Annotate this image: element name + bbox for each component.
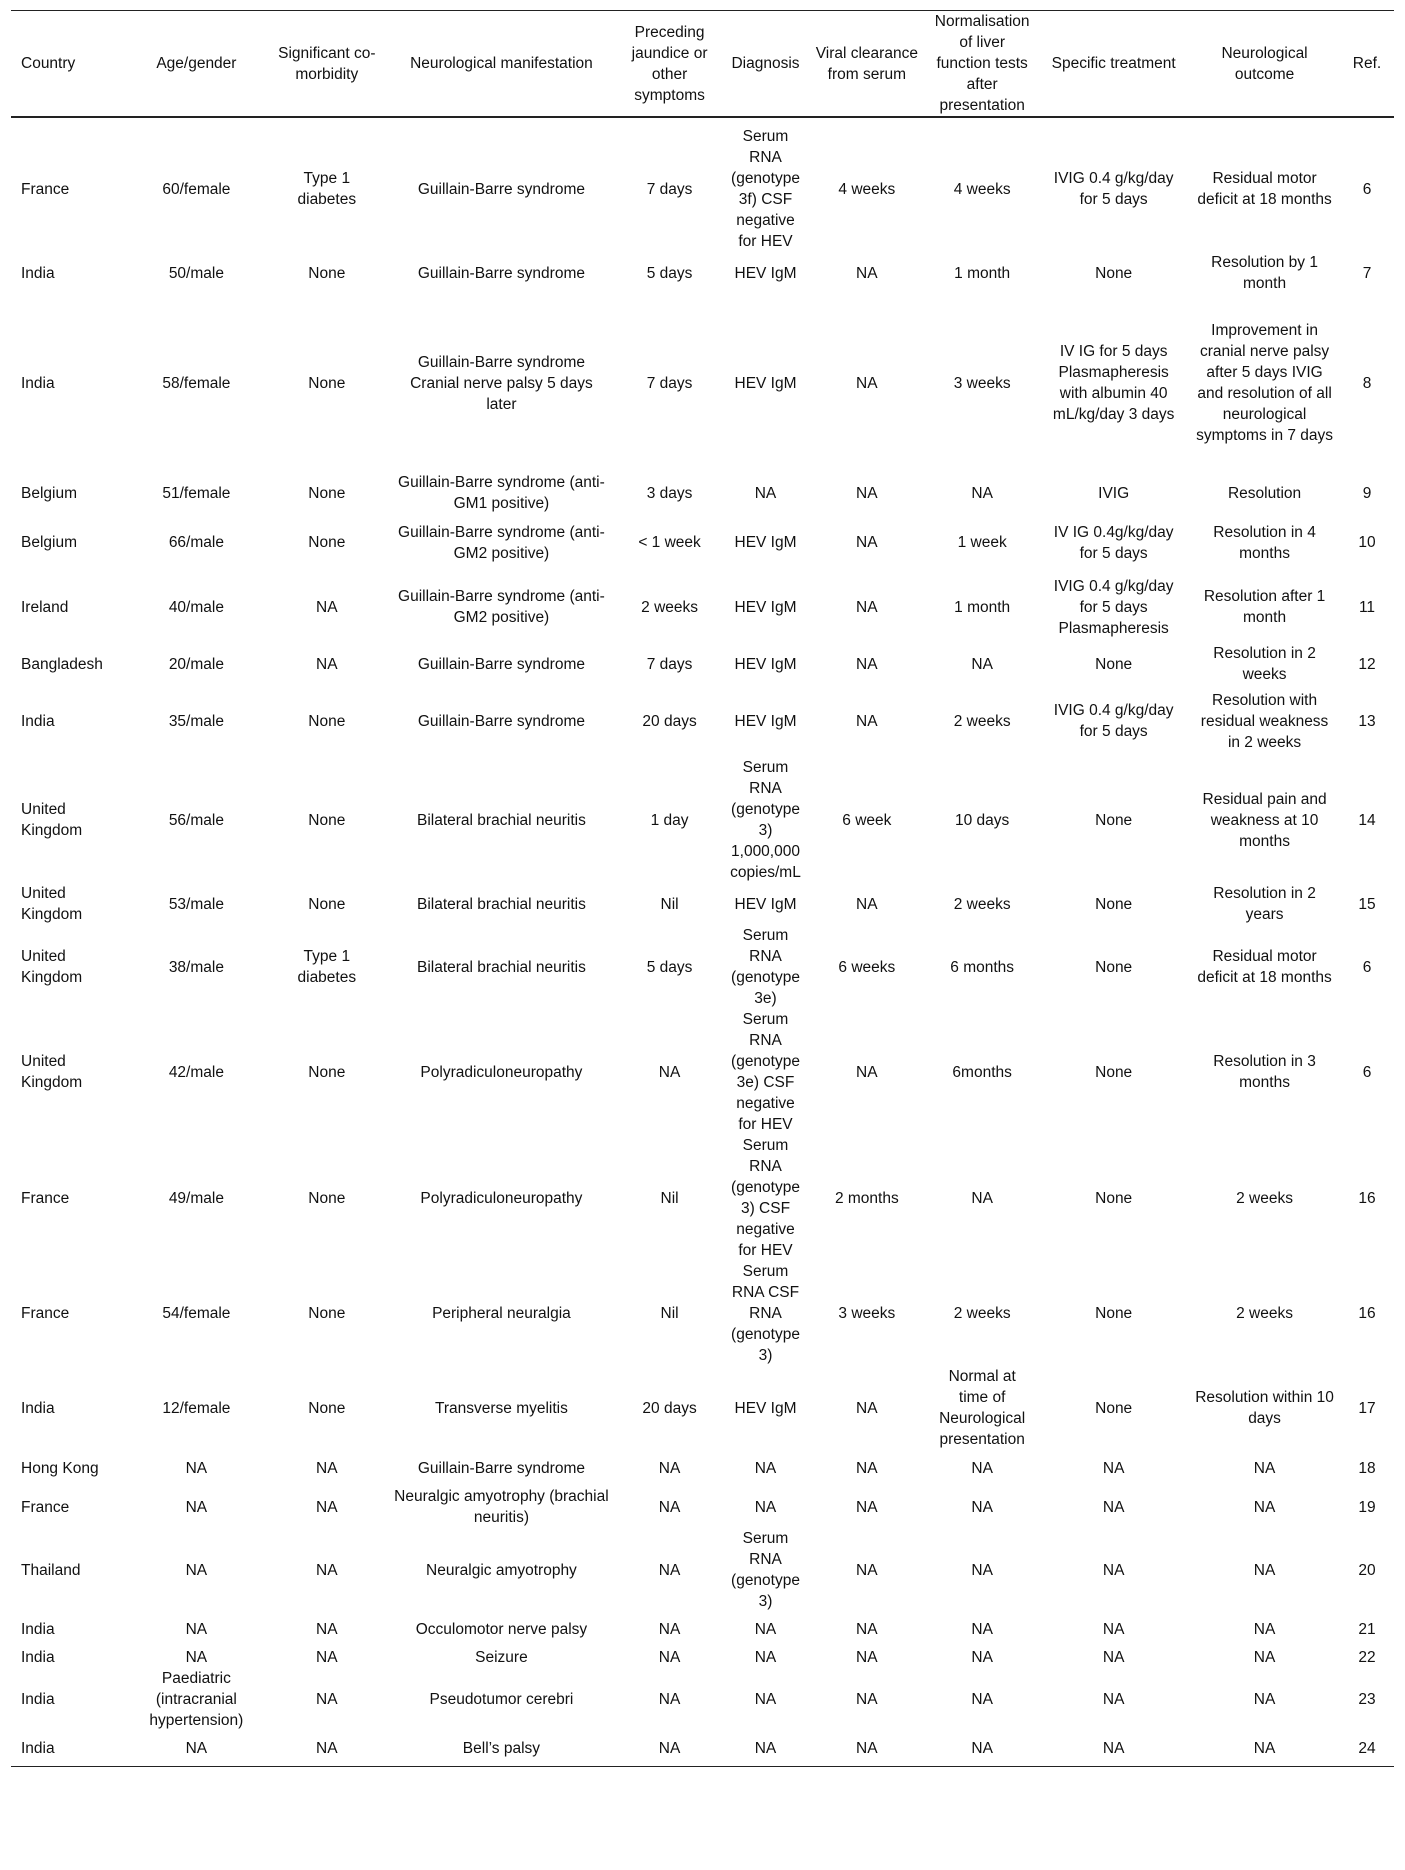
cell-comorbidity: NA [316,1649,338,1666]
table-row [11,1261,1394,1366]
table-row [11,117,1394,252]
table-header-row [11,11,1394,118]
cell-country: India [21,712,55,730]
cell-preceding-symptoms: 3 days [646,484,693,502]
cell-ref: 10 [1358,534,1376,551]
cell-diagnosis: HEV IgM [734,598,797,616]
cell-viral-clearance: NA [856,1621,878,1638]
cell-country: India [21,1621,55,1638]
cell-age-gender: NA [185,1561,208,1579]
cell-country: Hong Kong [21,1459,99,1477]
cell-viral-clearance: NA [856,598,878,616]
cell-preceding-symptoms: 5 days [646,264,693,282]
cell-manifestation: Bilateral brachial neuritis [417,811,586,829]
cell-country: United Kingdom [21,1053,83,1091]
cell-treatment: None [1095,655,1133,673]
cell-ref: 20 [1358,1561,1376,1579]
cell-treatment: None [1095,1063,1133,1081]
cell-preceding-symptoms: 7 days [646,655,693,673]
cell-treatment: None [1095,1305,1133,1322]
header-viral-clearance: Viral clearance from serum [808,11,927,118]
header-lft-normalisation: Normalisation of liver function tests after presentation [926,11,1038,118]
cell-outcome: 2 weeks [1236,1189,1293,1207]
cell-treatment: NA [1102,1498,1125,1516]
cell-viral-clearance: NA [856,1399,878,1417]
cell-comorbidity: NA [316,1498,338,1516]
cell-ref: 17 [1358,1399,1376,1417]
cell-manifestation: Transverse myelitis [434,1399,568,1417]
table-body [11,117,1394,1766]
cell-viral-clearance: 3 weeks [838,1305,896,1322]
cell-country: United Kingdom [21,885,83,923]
cell-age-gender: NA [185,1498,208,1516]
cell-comorbidity: NA [316,1561,338,1579]
cell-manifestation: Guillain-Barre syndrome [417,655,585,673]
cell-outcome: Residual motor deficit at 18 months [1197,170,1332,208]
cell-ref: 7 [1362,264,1372,282]
cell-comorbidity: Type 1 diabetes [297,170,357,208]
cell-country: India [21,1649,55,1666]
cell-preceding-symptoms: 1 day [650,811,689,829]
cell-ref: 15 [1358,895,1376,913]
cell-ref: 11 [1358,598,1376,616]
cell-treatment: None [1095,958,1133,976]
cell-ref: 6 [1362,1063,1372,1081]
cell-viral-clearance: 4 weeks [838,180,896,198]
cell-comorbidity: NA [316,1691,338,1708]
cell-age-gender: 20/male [168,655,224,673]
cell-diagnosis: Serum RNA (genotype 3e) CSF negative for HEV [731,1011,800,1133]
cell-outcome: Resolution in 4 months [1213,523,1316,562]
cell-diagnosis: NA [754,1498,777,1516]
table-row [11,472,1394,514]
cell-ref: 19 [1358,1498,1376,1516]
cell-lft-normalisation: 3 weeks [953,374,1011,392]
cell-outcome: Resolution by 1 month [1211,254,1318,292]
table-row [11,1647,1394,1668]
table-row [11,514,1394,571]
cell-outcome: Resolution in 3 months [1213,1053,1316,1091]
header-age-gender: Age/gender [126,11,266,118]
cell-treatment: NA [1102,1691,1125,1708]
cell-country: India [21,1399,55,1417]
cell-ref: 6 [1362,180,1372,198]
cell-country: India [11,1731,126,1766]
cell-manifestation: Guillain-Barre syndrome (anti-GM2 positive) [398,523,605,562]
cell-age-gender: 66/male [168,534,224,551]
cell-age-gender: 56/male [168,811,224,829]
cell-diagnosis: NA [723,1731,807,1766]
cell-viral-clearance: NA [856,1459,878,1477]
cell-preceding-symptoms: NA [658,1063,681,1081]
cell-viral-clearance: NA [856,1561,878,1579]
table-container [11,10,1394,1767]
table-row [11,571,1394,643]
cell-manifestation: Bilateral brachial neuritis [417,895,586,913]
cell-diagnosis: Serum RNA (genotype 3e) [731,927,800,1007]
cell-country: India [21,1691,55,1708]
cell-comorbidity: None [308,811,346,829]
cell-manifestation: Guillain-Barre syndrome [417,180,585,198]
cell-ref: 22 [1358,1649,1376,1666]
cell-country: France [21,1189,70,1207]
cell-comorbidity: None [308,534,346,551]
cell-diagnosis: Serum RNA (genotype 3) CSF negative for HEV [731,1137,800,1259]
cell-diagnosis: Serum RNA (genotype 3) 1,000,000 copies/mL [730,759,801,881]
cell-viral-clearance: NA [856,1649,878,1666]
cell-outcome: Residual pain and weakness at 10 months [1202,790,1327,850]
cell-treatment: IV IG 0.4g/kg/day for 5 days [1053,523,1174,562]
cell-viral-clearance: NA [856,655,878,673]
cell-outcome: NA [1253,1621,1276,1638]
cell-treatment: IVIG 0.4 g/kg/day for 5 days [1053,702,1174,740]
cell-viral-clearance: NA [856,1691,878,1708]
cell-comorbidity: None [308,1189,346,1207]
cell-age-gender: 53/male [168,895,224,913]
cell-outcome: Resolution after 1 month [1203,588,1326,626]
cell-lft-normalisation: 6months [952,1063,1012,1081]
table-row [11,643,1394,685]
cell-diagnosis: HEV IgM [734,534,797,551]
cell-manifestation: Neuralgic amyotrophy [426,1561,577,1579]
cell-viral-clearance: 2 months [834,1189,899,1207]
header-manifestation: Neurological manifestation [387,11,616,118]
cell-treatment: IV IG for 5 days Plasmapheresis with albumin 40 mL/kg/day 3 days [1052,343,1175,423]
table-row [11,883,1394,925]
cell-age-gender: Paediatric (intracranial hypertension) [149,1670,244,1729]
header-ref: Ref. [1340,11,1394,118]
cell-comorbidity: NA [316,1459,338,1477]
cell-comorbidity: None [308,484,346,502]
cell-manifestation: Bell’s palsy [387,1731,616,1766]
cell-treatment: NA [1102,1621,1125,1638]
cell-viral-clearance: NA [856,712,878,730]
cell-country: Thailand [21,1561,81,1579]
cell-ref: 14 [1358,811,1376,829]
cell-lft-normalisation: Normal at time of Neurological presentation [939,1368,1026,1448]
cell-ref: 6 [1362,958,1372,976]
cell-country: Ireland [21,598,69,616]
cell-lft-normalisation: 1 month [954,598,1011,616]
cell-lft-normalisation: 1 month [954,264,1011,282]
cell-lft-normalisation: NA [971,1691,993,1708]
table-row [11,1486,1394,1528]
table-row [11,1009,1394,1135]
cell-diagnosis: NA [754,1459,777,1477]
cell-outcome: NA [1189,1731,1340,1766]
cell-country: United Kingdom [21,948,83,986]
cell-comorbidity: NA [266,1731,387,1766]
table-row [11,1731,1394,1766]
cell-lft-normalisation: NA [971,1189,993,1207]
cell-comorbidity: None [308,712,346,730]
cell-diagnosis: HEV IgM [734,655,797,673]
cell-comorbidity: None [308,1399,346,1417]
cell-manifestation: Guillain-Barre syndrome [417,712,585,730]
cell-diagnosis: Serum RNA (genotype 3) [731,1530,800,1610]
header-country: Country [11,11,126,118]
cell-lft-normalisation: NA [971,1498,993,1516]
cell-ref: 24 [1340,1731,1394,1766]
cell-preceding-symptoms: NA [616,1731,724,1766]
cell-preceding-symptoms: NA [658,1649,681,1666]
case-table [11,10,1394,1767]
cell-treatment: None [1095,1189,1133,1207]
cell-manifestation: Guillain-Barre syndrome [417,1459,585,1477]
cell-viral-clearance: NA [856,1063,878,1081]
table-row [11,925,1394,1009]
cell-viral-clearance: NA [808,1731,927,1766]
cell-preceding-symptoms: 7 days [646,180,693,198]
cell-outcome: Residual motor deficit at 18 months [1197,948,1332,986]
cell-age-gender: 40/male [168,598,224,616]
cell-viral-clearance: NA [856,484,878,502]
cell-viral-clearance: 6 week [842,811,892,829]
cell-comorbidity: None [308,895,346,913]
cell-age-gender: 35/male [168,712,224,730]
cell-preceding-symptoms: Nil [660,895,679,913]
cell-lft-normalisation: NA [971,1621,993,1638]
cell-treatment: IVIG 0.4 g/kg/day for 5 days [1053,170,1174,208]
table-row [11,1612,1394,1647]
cell-viral-clearance: NA [856,895,878,913]
cell-age-gender: NA [126,1731,266,1766]
cell-lft-normalisation: 6 months [950,958,1015,976]
cell-preceding-symptoms: 5 days [646,958,693,976]
cell-treatment: None [1095,264,1133,282]
cell-country: United Kingdom [21,801,83,839]
cell-outcome: Resolution [1227,484,1302,502]
cell-diagnosis: Serum RNA (genotype 3f) CSF negative for HEV [731,128,800,250]
cell-comorbidity: NA [316,598,338,616]
cell-country: India [21,264,55,282]
table-row [11,1528,1394,1612]
cell-country: France [21,180,70,198]
cell-preceding-symptoms: NA [658,1498,681,1516]
cell-outcome: NA [1253,1691,1276,1708]
table-row [11,685,1394,757]
cell-outcome: Resolution with residual weakness in 2 weeks [1200,691,1329,751]
cell-preceding-symptoms: Nil [660,1305,679,1322]
cell-diagnosis: NA [754,1621,777,1638]
cell-outcome: NA [1253,1649,1276,1666]
cell-country: France [21,1305,70,1322]
cell-age-gender: 60/female [162,180,231,198]
header-comorbidity: Significant co-morbidity [266,11,387,118]
cell-preceding-symptoms: NA [658,1621,681,1638]
cell-manifestation: Occulomotor nerve palsy [415,1621,588,1638]
cell-diagnosis: NA [754,1691,777,1708]
header-diagnosis: Diagnosis [723,11,807,118]
cell-ref: 9 [1362,484,1372,502]
cell-lft-normalisation: NA [926,1731,1038,1766]
cell-manifestation: Guillain-Barre syndrome Cranial nerve palsy 5 days later [410,353,593,413]
cell-age-gender: 38/male [168,958,224,976]
cell-age-gender: 58/female [162,374,231,392]
cell-comorbidity: None [308,264,346,282]
cell-country: Bangladesh [21,655,103,673]
cell-country: France [21,1498,70,1516]
cell-diagnosis: NA [754,484,777,502]
cell-age-gender: 12/female [162,1399,231,1417]
cell-comorbidity: None [308,1063,346,1081]
cell-age-gender: 54/female [162,1305,231,1322]
cell-diagnosis: HEV IgM [734,1399,797,1417]
cell-diagnosis: HEV IgM [734,895,797,913]
cell-lft-normalisation: NA [971,1649,993,1666]
cell-preceding-symptoms: NA [658,1459,681,1477]
cell-lft-normalisation: 2 weeks [953,895,1011,913]
table-row [11,294,1394,472]
table-row [11,757,1394,883]
cell-diagnosis: NA [754,1649,777,1666]
cell-lft-normalisation: NA [971,484,993,502]
cell-age-gender: NA [185,1649,208,1666]
cell-ref: 8 [1362,374,1372,392]
cell-lft-normalisation: NA [971,1459,993,1477]
cell-viral-clearance: NA [856,1498,878,1516]
cell-diagnosis: HEV IgM [734,712,797,730]
cell-viral-clearance: NA [856,534,878,551]
cell-ref: 16 [1358,1189,1376,1207]
cell-outcome: Improvement in cranial nerve palsy after 5 days IVIG and resolution of all neurological symptoms in 7 days [1196,322,1334,444]
cell-comorbidity: None [308,374,346,392]
table-row [11,1135,1394,1261]
cell-preceding-symptoms: 2 weeks [641,598,699,616]
cell-treatment: IVIG [1098,484,1130,502]
cell-lft-normalisation: NA [971,1561,993,1579]
cell-lft-normalisation: NA [971,655,993,673]
cell-manifestation: Polyradiculoneuropathy [420,1189,583,1207]
cell-diagnosis: Serum RNA CSF RNA (genotype 3) [731,1263,800,1364]
cell-ref: 12 [1358,655,1376,673]
cell-age-gender: NA [185,1459,208,1477]
cell-age-gender: 49/male [168,1189,224,1207]
cell-diagnosis: HEV IgM [734,374,797,392]
cell-preceding-symptoms: NA [658,1691,681,1708]
cell-age-gender: 42/male [168,1063,224,1081]
cell-country: Belgium [21,484,77,502]
cell-outcome: NA [1253,1561,1276,1579]
cell-age-gender: 51/female [162,484,231,502]
header-preceding-symptoms: Preceding jaundice or other symptoms [616,11,724,118]
cell-manifestation: Pseudotumor cerebri [429,1691,574,1708]
cell-treatment: NA [1038,1731,1189,1766]
cell-treatment: None [1095,811,1133,829]
cell-comorbidity: Type 1 diabetes [297,948,357,986]
cell-manifestation: Polyradiculoneuropathy [420,1063,583,1081]
cell-outcome: Resolution in 2 weeks [1213,645,1316,683]
cell-viral-clearance: NA [856,374,878,392]
cell-treatment: None [1095,895,1133,913]
cell-treatment: IVIG 0.4 g/kg/day for 5 days Plasmapheresis [1053,577,1174,637]
cell-comorbidity: NA [316,655,338,673]
cell-preceding-symptoms: 7 days [646,374,693,392]
cell-outcome: NA [1253,1498,1276,1516]
cell-outcome: 2 weeks [1236,1305,1293,1322]
table-row [11,1366,1394,1450]
cell-country: India [21,374,55,392]
cell-manifestation: Peripheral neuralgia [432,1305,571,1322]
cell-manifestation: Guillain-Barre syndrome [417,264,585,282]
cell-manifestation: Neuralgic amyotrophy (brachial neuritis) [394,1488,609,1526]
cell-lft-normalisation: 2 weeks [953,712,1011,730]
cell-age-gender: 50/male [168,264,224,282]
table-row [11,1668,1394,1731]
cell-manifestation: Seizure [475,1649,528,1666]
cell-outcome: Resolution in 2 years [1213,885,1316,923]
header-treatment: Specific treatment [1038,11,1189,118]
cell-preceding-symptoms: < 1 week [638,534,701,551]
cell-outcome: Resolution within 10 days [1195,1389,1334,1427]
cell-viral-clearance: 6 weeks [838,958,896,976]
cell-lft-normalisation: 10 days [955,811,1010,829]
cell-viral-clearance: NA [856,264,878,282]
cell-treatment: NA [1102,1561,1125,1579]
cell-ref: 18 [1358,1459,1376,1477]
table-row [11,1450,1394,1486]
table-row [11,252,1394,294]
cell-comorbidity: None [308,1305,346,1322]
cell-comorbidity: NA [316,1621,338,1638]
cell-age-gender: NA [185,1621,208,1638]
cell-ref: 21 [1358,1621,1376,1638]
cell-manifestation: Bilateral brachial neuritis [417,958,586,976]
cell-preceding-symptoms: 20 days [642,1399,697,1417]
cell-preceding-symptoms: 20 days [642,712,697,730]
cell-manifestation: Guillain-Barre syndrome (anti-GM1 positive) [398,474,605,512]
cell-treatment: NA [1102,1459,1125,1477]
cell-treatment: None [1095,1399,1133,1417]
cell-lft-normalisation: 1 week [957,534,1007,551]
cell-lft-normalisation: 4 weeks [953,180,1011,198]
cell-outcome: NA [1253,1459,1276,1477]
cell-diagnosis: HEV IgM [734,264,797,282]
cell-treatment: NA [1102,1649,1125,1666]
cell-ref: 16 [1358,1305,1376,1322]
cell-preceding-symptoms: NA [658,1561,681,1579]
cell-preceding-symptoms: Nil [660,1189,679,1207]
cell-country: Belgium [21,534,77,551]
cell-ref: 13 [1358,712,1376,730]
header-outcome: Neurological outcome [1189,11,1340,118]
cell-lft-normalisation: 2 weeks [953,1305,1011,1322]
cell-manifestation: Guillain-Barre syndrome (anti-GM2 positive) [398,588,605,626]
cell-ref: 23 [1358,1691,1376,1708]
